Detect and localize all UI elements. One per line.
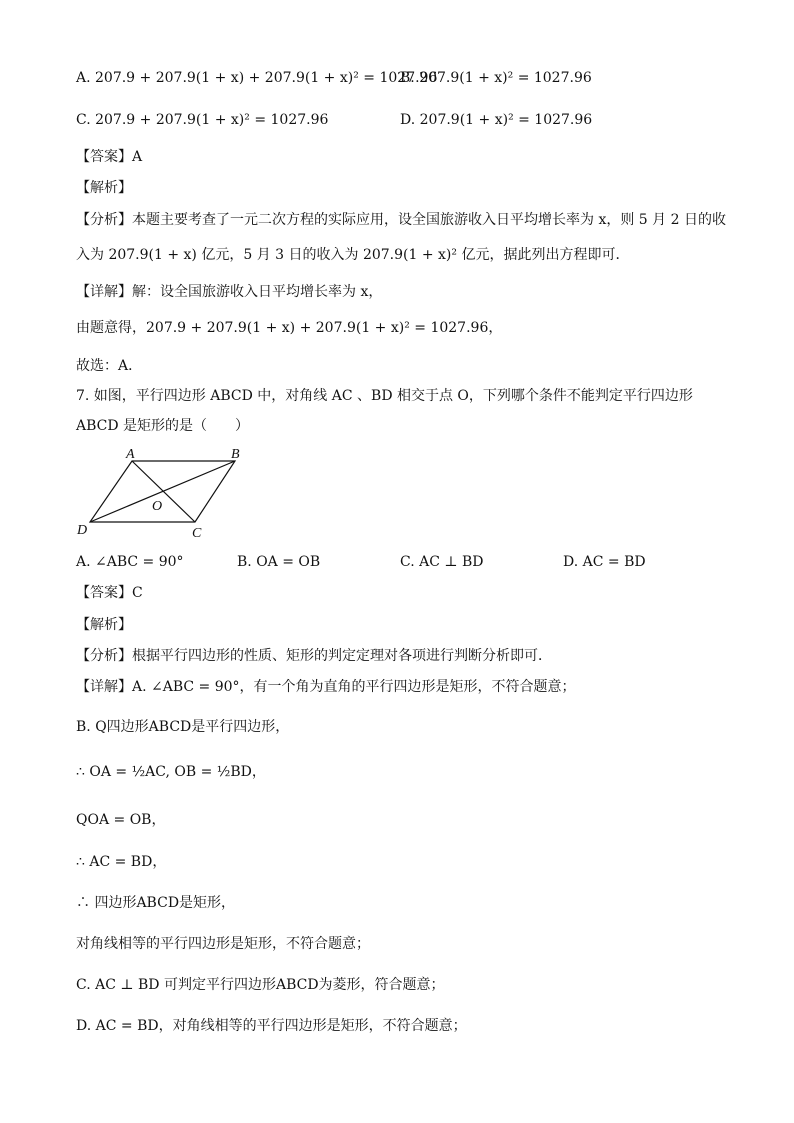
q7-stem-line-1: 7. 如图，平行四边形 ABCD 中，对角线 AC 、BD 相交于点 O，下列哪个条件不能判定平行四边形 [76,388,693,404]
q7-option-d: D. AC = BD [563,554,646,570]
q7-option-b-line-5: ∴ 四边形ABCD是矩形， [76,895,236,911]
q6-fenxi-line-2: 入为 207.9(1 + x) 亿元，5 月 3 日的收入为 207.9(1 + x)² 亿元，据此列出方程即可． [76,247,630,263]
q7-option-b-line-1: B. Q四边形ABCD是平行四边形， [76,719,290,735]
q7-option-b-line-3: QOA = OB， [76,812,166,828]
q7-option-a: A. ∠ABC = 90° [76,554,184,570]
q6-xiangjie-line-2: 由题意得，207.9 + 207.9(1 + x) + 207.9(1 + x)² = 1027.96， [76,320,503,336]
label-o: O [152,499,163,514]
q7-stem-line-2: ABCD 是矩形的是（ ） [76,418,250,434]
diagonal-bd [90,461,235,522]
q7-option-b: B. OA = OB [237,554,321,570]
q7-answer: 【答案】C [76,585,143,601]
q6-option-d: D. 207.9(1 + x)² = 1027.96 [400,112,593,128]
label-d: D [77,523,88,538]
q6-conclusion: 故选：A． [76,358,143,374]
q6-option-c: C. 207.9 + 207.9(1 + x)² = 1027.96 [76,112,329,128]
q7-option-d-explanation: D. AC = BD，对角线相等的平行四边形是矩形，不符合题意； [76,1018,467,1034]
label-a: A [126,447,135,462]
q6-fenxi-line-1: 【分析】本题主要考查了一元二次方程的实际应用，设全国旅游收入日平均增长率为 x，则 5 月 2 日的收 [76,212,726,228]
q7-fenxi: 【分析】根据平行四边形的性质、矩形的判定定理对各项进行判断分析即可． [76,648,552,664]
q7-option-c-explanation: C. AC ⊥ BD 可判定平行四边形ABCD为菱形，符合题意； [76,977,445,993]
q6-jiexi-heading: 【解析】 [76,180,132,196]
q7-xiangjie-a: 【详解】A. ∠ABC = 90°，有一个角为直角的平行四边形是矩形，不符合题意； [76,679,576,695]
q7-option-c: C. AC ⊥ BD [400,554,484,570]
q6-option-a: A. 207.9 + 207.9(1 + x) + 207.9(1 + x)² = 1027.96 [76,70,438,86]
label-c: C [192,526,202,541]
q6-answer: 【答案】A [76,149,143,165]
q7-jiexi-heading: 【解析】 [76,617,132,633]
parallelogram-figure [72,444,252,544]
q6-xiangjie-line-1: 【详解】解：设全国旅游收入日平均增长率为 x， [76,284,383,300]
q7-option-b-line-6: 对角线相等的平行四边形是矩形，不符合题意； [76,936,370,952]
q7-option-b-line-4: ∴ AC = BD， [76,854,167,870]
label-b: B [231,447,240,462]
q7-option-b-line-2: ∴ OA = ½AC, OB = ½BD， [76,764,266,780]
q6-option-b: B. 207.9(1 + x)² = 1027.96 [400,70,592,86]
